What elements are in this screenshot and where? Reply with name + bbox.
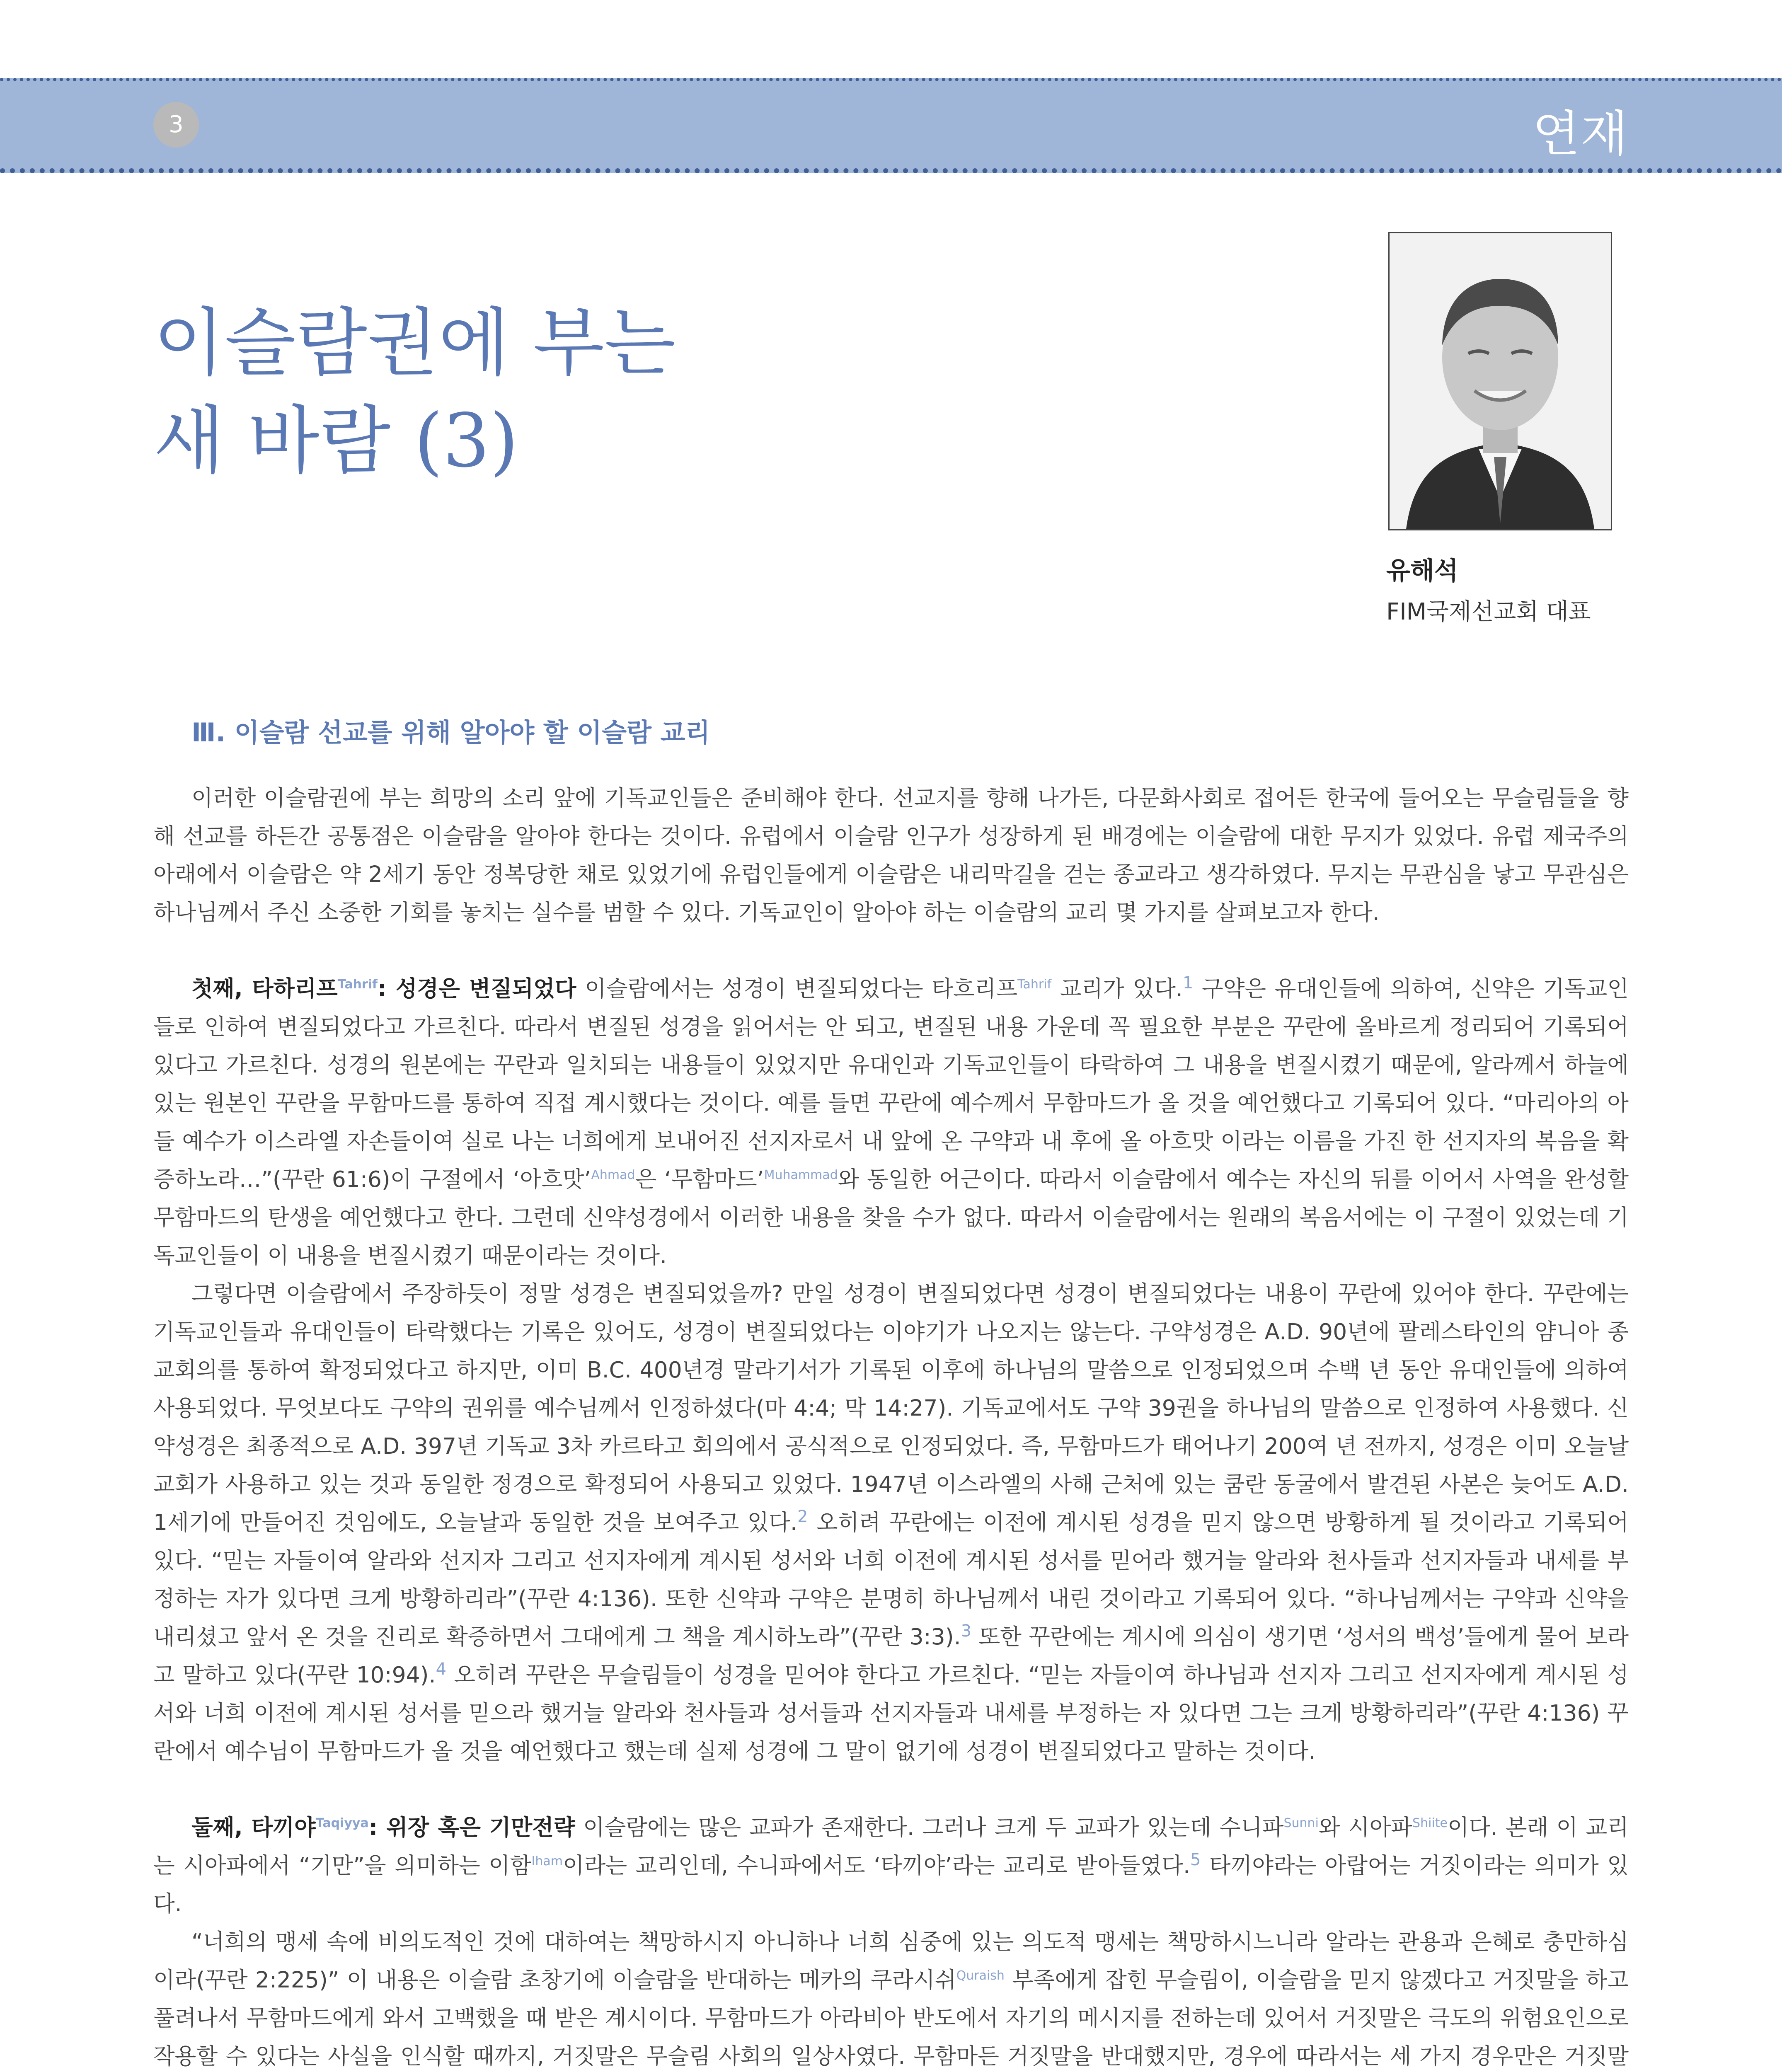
body-text: 오히려 꾸란에는 이전에 계시된 성경을 믿지 않으면 방황하게 될 것이라고 기록되어 있다. “믿는 자들이여 알라와 선지자 그리고 선지자에게 계시된 성서와 너희 이전에 계시된 성서를 믿어라 했거늘 알라와 천사들과 선지자들과 내세를 부정하는 자가 있다면 크게 방황하리라”(꾸란 4:136). 또한 신약과 구약은 분명히 하나님께서 내린 것이라고 기록되어 있다. “하나님께서는 구약과 신약을 내리셨고 앞서 온 것을 진리로 확증하면서 그대에게 그 책을 계시하노라”(꾸란 3:3). (153, 1509, 1629, 1650)
gloss: Iham (531, 1854, 563, 1869)
gloss: Shiite (1412, 1816, 1448, 1831)
author-photo (1388, 232, 1612, 530)
first-lead-subtitle: : 성경은 변질되었다 (378, 975, 576, 1002)
article-title-line-1: 이슬람권에 부는 (153, 300, 676, 386)
first-doctrine-paragraph (153, 970, 1629, 1275)
gloss: Quraish (956, 1968, 1005, 1983)
second-lead-subtitle: : 위장 혹은 기만전략 (368, 1814, 575, 1840)
article-title (153, 294, 1231, 490)
footnote-ref: 2 (797, 1507, 808, 1527)
body-text: 이라는 교리인데, 수니파에서도 ‘타끼야’라는 교리로 받아들였다. (562, 1852, 1190, 1878)
body-text: 구약은 유대인들에 의하여, 신약은 기독교인들로 인하여 변질되었다고 가르친다. 따라서 변질된 성경을 읽어서는 안 되고, 변질된 내용 가운데 꼭 필요한 부분은 꾸란에 올바르게 정리되어 기록되어 있다고 가르친다. 성경의 원본에는 꾸란과 일치되는 내용들이 있었지만 유대인과 기독교인들이 타락하여 그 내용을 변질시켰기 때문에, 알라께서 하늘에 있는 원본인 꾸란을 무함마드를 통하여 직접 계시했다는 것이다. 예를 들면 꾸란에 예수께서 무함마드가 올 것을 예언했다고 기록되어 있다. “마리아의 아들 예수가 이스라엘 자손들이여 실로 나는 너희에게 보내어진 선지자로서 내 앞에 온 구약과 내 후에 올 아흐맛 이라는 이름을 가진 한 선지자의 복음을 확증하노라…”(꾸란 61:6)이 구절에서 ‘아흐맛’ (153, 975, 1629, 1192)
gloss: Ahmad (591, 1168, 635, 1183)
second-doctrine-lead (191, 1814, 575, 1840)
footnote-ref: 3 (961, 1622, 972, 1641)
second-lead-text: 둘째, 타끼야 (191, 1814, 316, 1840)
body-text: 이슬람에서는 성경이 변질되었다는 타흐리프 (576, 975, 1018, 1002)
body-text: 이다. 본래 이 교리는 시아파에서 “기만”을 의미하는 이함 (153, 1814, 1629, 1878)
gloss: Muhammad (764, 1168, 838, 1183)
author-affiliation: FIM국제선교회 대표 (1386, 598, 1591, 625)
page-number-badge: 3 (153, 102, 199, 148)
gloss: Sunni (1283, 1816, 1319, 1831)
footnote-ref: 5 (1190, 1850, 1201, 1870)
author-name: 유해석 (1386, 557, 1458, 586)
body-text: 이슬람에는 많은 교파가 존재한다. 그러나 크게 두 교파가 있는데 수니파 (575, 1814, 1284, 1840)
second-doctrine-paragraph (153, 1808, 1629, 1923)
body-text: 교리가 있다. (1051, 975, 1183, 1002)
gloss: Tahrif (1017, 977, 1052, 992)
gloss: Taqiyya (315, 1816, 369, 1831)
body-text: 오히려 꾸란은 무슬림들이 성경을 믿어야 한다고 가르친다. “믿는 자들이여 하나님과 선지자 그리고 선지자에게 계시된 성서와 너희 이전에 계시된 성서를 믿으라 했거늘 알라와 천사들과 성서들과 선지자들과 내세를 부정하는 자 있다면 그는 크게 방황하리라”(꾸란 4:136) 꾸란에서 예수님이 무함마드가 올 것을 예언했다고 했는데 실제 성경에 그 말이 없기에 성경이 변질되었다고 말하는 것이다. (153, 1662, 1629, 1764)
gloss: Tahrif (337, 977, 378, 992)
article-title-line-2: 새 바람 (3) (153, 398, 519, 484)
body-text: “너희의 맹세 속에 비의도적인 것에 대하여는 책망하시지 아니하나 너희 심중에 있는 의도적 맹세는 책망하시느니라 알라는 관용과 은혜로 충만하심이라(꾸란 2:225)” 이 내용은 이슬람 초창기에 이슬람을 반대하는 메카의 쿠라시쉬 (153, 1929, 1629, 1993)
header-dotted-line (0, 78, 1782, 81)
second-doctrine-paragraph-2 (153, 1923, 1629, 2072)
section-heading: Ⅲ. 이슬람 선교를 위해 알아야 할 이슬람 교리 (191, 717, 710, 748)
first-doctrine-paragraph-2 (153, 1275, 1629, 1770)
intro-paragraph: 이러한 이슬람권에 부는 희망의 소리 앞에 기독교인들은 준비해야 한다. 선교지를 향해 나가든, 다문화사회로 접어든 한국에 들어오는 무슬림들을 향해 선교를 하든간 공통점은 이슬람을 알아야 한다는 것이다. 유럽에서 이슬람 인구가 성장하게 된 배경에는 이슬람에 대한 무지가 있었다. 유럽 제국주의 아래에서 이슬람은 약 2세기 동안 정복당한 채로 있었기에 유럽인들에게 이슬람은 내리막길을 걷는 종교라고 생각하였다. 무지는 무관심을 낳고 무관심은 하나님께서 주신 소중한 기회를 놓치는 실수를 범할 수 있다. 기독교인이 알아야 하는 이슬람의 교리 몇 가지를 살펴보고자 한다. (153, 785, 1629, 925)
author-portrait-icon (1390, 233, 1611, 529)
first-lead-text: 첫째, 타하리프 (191, 975, 338, 1002)
article-body (153, 779, 1629, 2072)
body-text: 와 시아파 (1318, 1814, 1413, 1840)
footnote-ref: 1 (1182, 973, 1194, 993)
body-text: 은 ‘무함마드’ (635, 1166, 764, 1192)
header-band (0, 78, 1782, 173)
body-text: 와 동일한 어근이다. 따라서 이슬람에서 예수는 자신의 뒤를 이어서 사역을 완성할 무함마드의 탄생을 예언했다고 한다. 그런데 신약성경에서 이러한 내용을 찾을 수가 없다. 따라서 이슬람에서는 원래의 복음서에는 이 구절이 있었는데 기독교인들이 이 내용을 변질시켰기 때문이라는 것이다. (153, 1166, 1629, 1268)
series-label: 연재 (1533, 105, 1629, 162)
body-text: 또한 꾸란에는 계시에 의심이 생기면 ‘성서의 백성’들에게 물어 보라고 말하고 있다(꾸란 10:94). (153, 1624, 1629, 1688)
body-text: 부족에게 잡힌 무슬림이, 이슬람을 믿지 않겠다고 거짓말을 하고 풀려나서 무함마드에게 와서 고백했을 때 받은 계시이다. 무함마드가 아라비아 반도에서 자기의 메시지를 전하는데 있어서 거짓말은 극도의 위험요인으로 작용할 수 있다는 사실을 인식할 때까지, 거짓말은 무슬림 사회의 일상사였다. 무함마든 거짓말을 반대했지만, 경우에 따라서는 세 가지 경우만은 거짓말 (153, 1967, 1629, 2069)
body-text: 타끼야라는 아랍어는 거짓이라는 의미가 있다. (153, 1852, 1629, 1917)
body-text: 그렇다면 이슬람에서 주장하듯이 정말 성경은 변질되었을까? 만일 성경이 변질되었다면 성경이 변질되었다는 내용이 꾸란에 있어야 한다. 꾸란에는 기독교인들과 유대인들이 타락했다는 기록은 있어도, 성경이 변질되었다는 이야기가 나오지는 않는다. 구약성경은 A.D. 90년에 팔레스타인의 얌니아 종교회의를 통하여 확정되었다고 하지만, 이미 B.C. 400년경 말라기서가 기록된 이후에 하나님의 말씀으로 인정되었으며 수백 년 동안 유대인들에 의하여 사용되었다. 무엇보다도 구약의 권위를 예수님께서 인정하셨다(마 4:4; 막 14:27). 기독교에서도 구약 39권을 하나님의 말씀으로 인정하여 사용했다. 신약성경은 최종적으로 A.D. 397년 기독교 3차 카르타고 회의에서 공식적으로 인정되었다. 즉, 무함마드가 태어나기 200여 년 전까지, 성경은 이미 오늘날 교회가 사용하고 있는 것과 동일한 정경으로 확정되어 사용되고 있었다. 1947년 이스라엘의 사해 근처에 있는 쿰란 동굴에서 발견된 사본은 늦어도 A.D. 1세기에 만들어진 것임에도, 오늘날과 동일한 것을 보여주고 있다. (153, 1280, 1629, 1535)
footnote-ref: 4 (436, 1660, 447, 1679)
first-doctrine-lead (191, 975, 576, 1002)
